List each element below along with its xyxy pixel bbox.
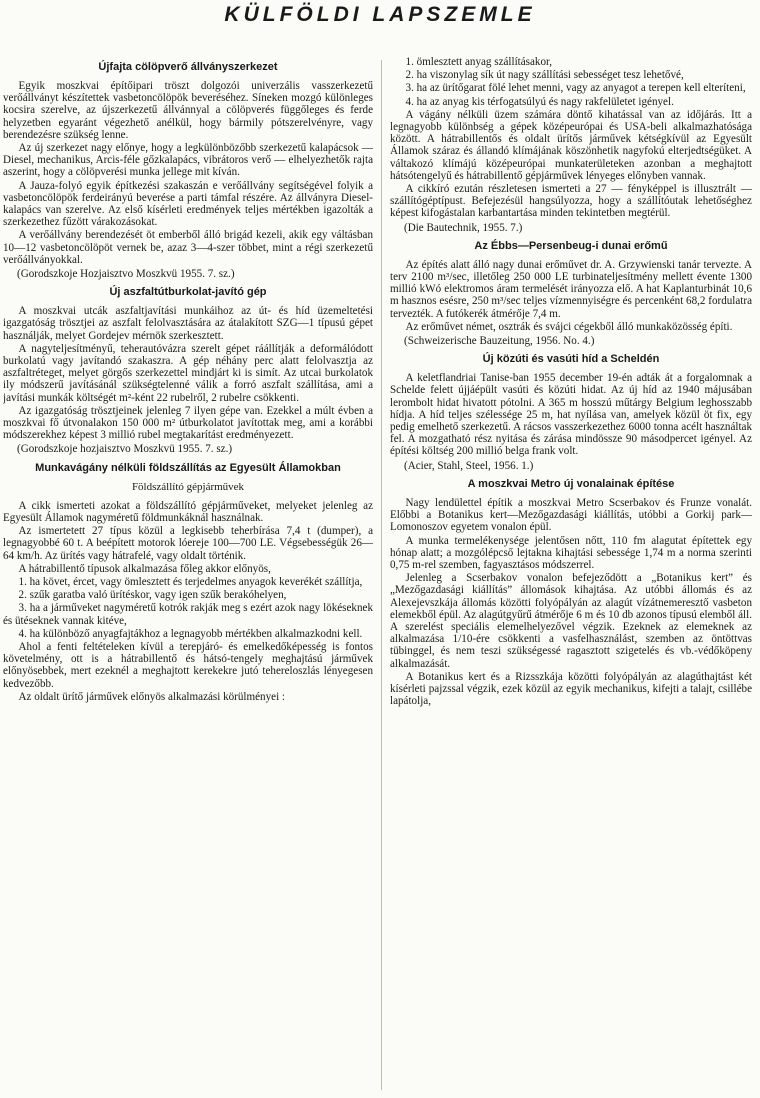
list-item: 4. ha különböző anyagfajtákhoz a legnagyobb mértékben alkalmazkodni kell. bbox=[18, 627, 363, 640]
article-heading: Munkavágány nélküli földszállítás az Egyesült Államokban bbox=[35, 461, 341, 474]
paragraph: Az építés alatt álló nagy dunai erőművet dr. A. Grzywienski tanár tervezte. A terv 2100 m³/sec, illetőleg 250 000 LE turbinateljesítmény mellett évente 1300 millió kWó elektromos áram termelését irányozza elő. A hat Kaplanturbinát 10,6 m hasznos esésre, 250 m³/sec teljes vízmennyiségre és percenként 68,2 fordulatra tervezték. A futókerék átmérője 7,4 m. bbox=[390, 258, 752, 320]
list-item: 3. ha az ürítőgarat fölé lehet menni, vagy az anyagot a terepen kell elteríteni, bbox=[405, 82, 746, 95]
article-heading: Új közúti és vasúti híd a Scheldén bbox=[482, 353, 660, 366]
list-item: 4. ha az anyag kis térfogatsúlyú és nagy rakfelületet igényel. bbox=[405, 95, 674, 108]
source-citation: (Schweizerische Bauzeitung, 1956. No. 4.) bbox=[404, 335, 595, 348]
source-citation: (Gorodszkoje hozjaisztvo Moszkvü 1955. 7. sz.) bbox=[17, 443, 233, 456]
paragraph: A moszkvai utcák aszfaltjavítási munkáihoz az út- és híd üzemeltetési igazgatóság trösztjei az aszfalt felolvasztására az átalakított SZG—1 típusú gépet használják, melyet Gordejev mérnök szerkesztett. bbox=[3, 305, 373, 342]
paragraph: Az erőművet német, osztrák és svájci cégekből álló munkaközösség építi. bbox=[405, 320, 733, 333]
list-item: 1. ha követ, ércet, vagy ömlesztett és terjedelmes anyagok keverékét szállítja, bbox=[18, 575, 363, 588]
paragraph: Az új szerkezet nagy előnye, hogy a legkülönbözőbb szerkezetű kalapácsok — Diesel, mechanikus, Arcis-féle gőzkalapács, vibrátoros verő — elhelyezhetők rajta aszerint, hogy a cölöpverési munka jellege mit kíván. bbox=[3, 142, 373, 179]
list-item: 2. szűk garatba való ürítéskor, vagy igen szűk berakóhelyen, bbox=[18, 589, 287, 602]
article-heading: Új aszfaltútburkolat-javító gép bbox=[109, 286, 267, 299]
paragraph: A vágány nélküli üzem számára döntő kihatással van az időjárás. Itt a legnagyobb különbség a gépek középeurópai és USA-beli alkalmazhatósága között. A hátrabillentős és oldalt ürítős járművek kétségkívül az Egyesült Államok száraz és állandó klímájának köszönhetik nagyfokú elterjedtségüket. A váltakozó klímájú középeurópai munkaterületeken azonban a meghajtott hátsótengelyű és hátrabillentő gépjárművek lényeges előnyben vannak. bbox=[390, 108, 752, 182]
right-column bbox=[390, 56, 752, 1096]
paragraph: A Botanikus kert és a Rizsszkája közötti folyópályán az alagúthajtást két kísérleti pajzssal végzik, ezek közül az egyik mechanikus, kifejti a talajt, csillébe lapátolja, bbox=[390, 670, 752, 708]
article-subheading: Földszállító gépjárművek bbox=[131, 480, 245, 493]
paragraph: A cikk ismerteti azokat a földszállító gépjárműveket, melyeket jelenleg az Egyesült Államok nagyméretű földmunkáknál használnak. bbox=[3, 499, 373, 524]
paragraph: Az ismertetett 27 típus közül a legkisebb teherbírása 7,4 t (dumper), a legnagyobbé 60 t. A beépített motorok lóereje 100—700 LE. Végsebességük 26—64 km/h. Az ürítés vagy hátrafelé, vagy oldalt történik. bbox=[3, 525, 373, 562]
paragraph: Ahol a fenti feltételeken kívül a terepjáró- és emelkedőképesség is fontos követelmény, ott is a hátrabillentő és hátsó-tengely meghajtású járművek előnyösebbek, mert ezeknél a meghajtott kerekekre jutó tehereloszlás lényegesen kedvezőbb. bbox=[3, 640, 373, 690]
paragraph: A hátrabillentő típusok alkalmazása főleg akkor előnyös, bbox=[18, 562, 271, 575]
paragraph: A munka termelékenysége jelentősen nőtt, 110 fm alagutat építettek egy hónap alatt; a mozgólépcső lejtakna kihajtási sebessége 1,74 m a norma szerinti 0,75 m-rel szemben, fagyasztásos módszerrel. bbox=[390, 534, 752, 571]
paragraph: A cikkíró ezután részletesen ismerteti a 27 — fényképpel is illusztrált — szállítógéptípust. Befejezésül hangsúlyozza, hogy a szállítóutak lehetőséghez képest kifogástalan karbantartása minden tekintetben megtérül. bbox=[390, 183, 752, 220]
list-item: 3. ha a járműveket nagyméretű kotrók rakják meg s ezért azok nagy lökéseknek és ütéseknek vannak kitéve, bbox=[3, 602, 373, 627]
paragraph: Az oldalt ürítő járművek előnyös alkalmazási körülményei : bbox=[18, 690, 286, 703]
source-citation: (Acier, Stahl, Steel, 1956. 1.) bbox=[404, 459, 534, 472]
paragraph: A verőállvány berendezését öt emberből álló brigád kezeli, akik egy váltásban 10—12 vasbetoncölöpöt vernek be, azaz 3—4-szer többet, mint a régi szerkezetű verőállványokkal. bbox=[3, 229, 373, 266]
source-citation: (Gorodszkoje Hozjaisztvo Moszkvü 1955. 7. sz.) bbox=[17, 268, 235, 281]
paragraph: Egyik moszkvai építőipari tröszt dolgozói univerzális vasszerkezetű verőállványt készítettek vasbetoncölöpök beveréséhez. Síneken mozgó különleges kocsira szerelve, az újszerkezetű állvánnyal a cölöpverés függőleges és ferde helyzetben egyaránt végezhető anélkül, hogy bármily pótszerelvényre, vagy berendezésre szükség lenne. bbox=[3, 80, 373, 141]
column-divider bbox=[381, 60, 382, 1090]
page-title: KÜLFÖLDI LAPSZEMLE bbox=[224, 3, 536, 26]
article-heading: A moszkvai Metro új vonalainak építése bbox=[467, 477, 675, 490]
list-item: 1. ömlesztett anyag szállításakor, bbox=[405, 56, 553, 68]
paragraph: Jelenleg a Scserbakov vonalon befejeződött a „Botanikus kert” és „Mezőgazdasági kiállítás” állomások kihajtása. Az utóbbi állomás és az Alexejevszkája állomás közötti folyópályán az alagút vízátnemeresztő vasbeton elemekből épül. Az alagútgyűrű átmérője 6 m és 10 db azonos típusú elemből áll. A szerelést speciális elemelhelyezővel végzik. Ezeknek az elemeknek az alkalmazása 1/10-ére csökkenti a vasfelhasználást, szemben az öntöttvas tübinggel, és nem teszi szükségessé ragasztott szigetelés és vb.-védőköpeny alkalmazását. bbox=[390, 572, 752, 670]
list-item: 2. ha viszonylag sík út nagy szállítási sebességet tesz lehetővé, bbox=[405, 69, 684, 82]
source-citation: (Die Bautechnik, 1955. 7.) bbox=[404, 221, 523, 234]
article-heading: Az Ébbs—Persenbeug-i dunai erőmű bbox=[474, 239, 668, 252]
paragraph: A nagyteljesítményű, teherautóvázra szerelt gépet ráállítják a deformálódott burkolatú vagy javítandó szakaszra. A gép néhány perc alatt felolvasztja az aszfaltréteget, melyet görgős szerkezettel mindjárt ki is simít. Az utcai burkolatok ily módszerű javításánál szükségtelenné válik a forró aszfalt szállítása, ami a javítási munkák költségét m²-ként 22 rubelről, 2 rubelre csökkenti. bbox=[3, 342, 373, 404]
left-column bbox=[3, 56, 373, 1096]
paragraph: A Jauza-folyó egyik építkezési szakaszán e verőállvány segítségével folyik a vasbetoncölöpök ferdeirányú beverése a parti támfal részére. Az állványra Diesel-kalapács van szerelve. Az első kísérleti eredmények teljes mértékben igazolták a szerkezethez fűzött várakozásokat. bbox=[3, 179, 373, 229]
article-heading: Újfajta cölöpverő állványszerkezet bbox=[98, 61, 278, 73]
paragraph: Nagy lendülettel építik a moszkvai Metro Scserbakov és Frunze vonalát. Előbbi a Botanikus kert—Mezőgazdasági kiállítás, utóbbi a Gorkij park—Lomonoszov egyetem vonalon épül. bbox=[390, 496, 752, 534]
paragraph: A keletflandriai Tanise-ban 1955 december 19-én adták át a forgalomnak a Schelde felett újjáépült vasúti és közúti hidat. Az új híd az 1940 májusában lerombolt hidat hivatott pótolni. A 365 m hosszú műtárgy Belgium leghosszabb hídja. A híd teljes szélessége 25 m, hat nyílása van, amelyek közül öt fix, egy pedig emelhető szerkezetű. A rácsos vasszerkezethez 6000 tonna acélt használtak fel. A mozgatható rész nyitása és zárása mindössze 90 másodpercet igényel. Az építési költség 200 millió belga frank volt. bbox=[390, 372, 752, 458]
paragraph: Az igazgatóság trösztjeinek jelenleg 7 ilyen gépe van. Ezekkel a múlt évben a moszkvai fő útvonalakon 150 000 m² útburkolatot javítottak meg, ami a korábbi módszerekhez képest 3 millió rubel megtakarítást eredményezett. bbox=[3, 404, 373, 442]
